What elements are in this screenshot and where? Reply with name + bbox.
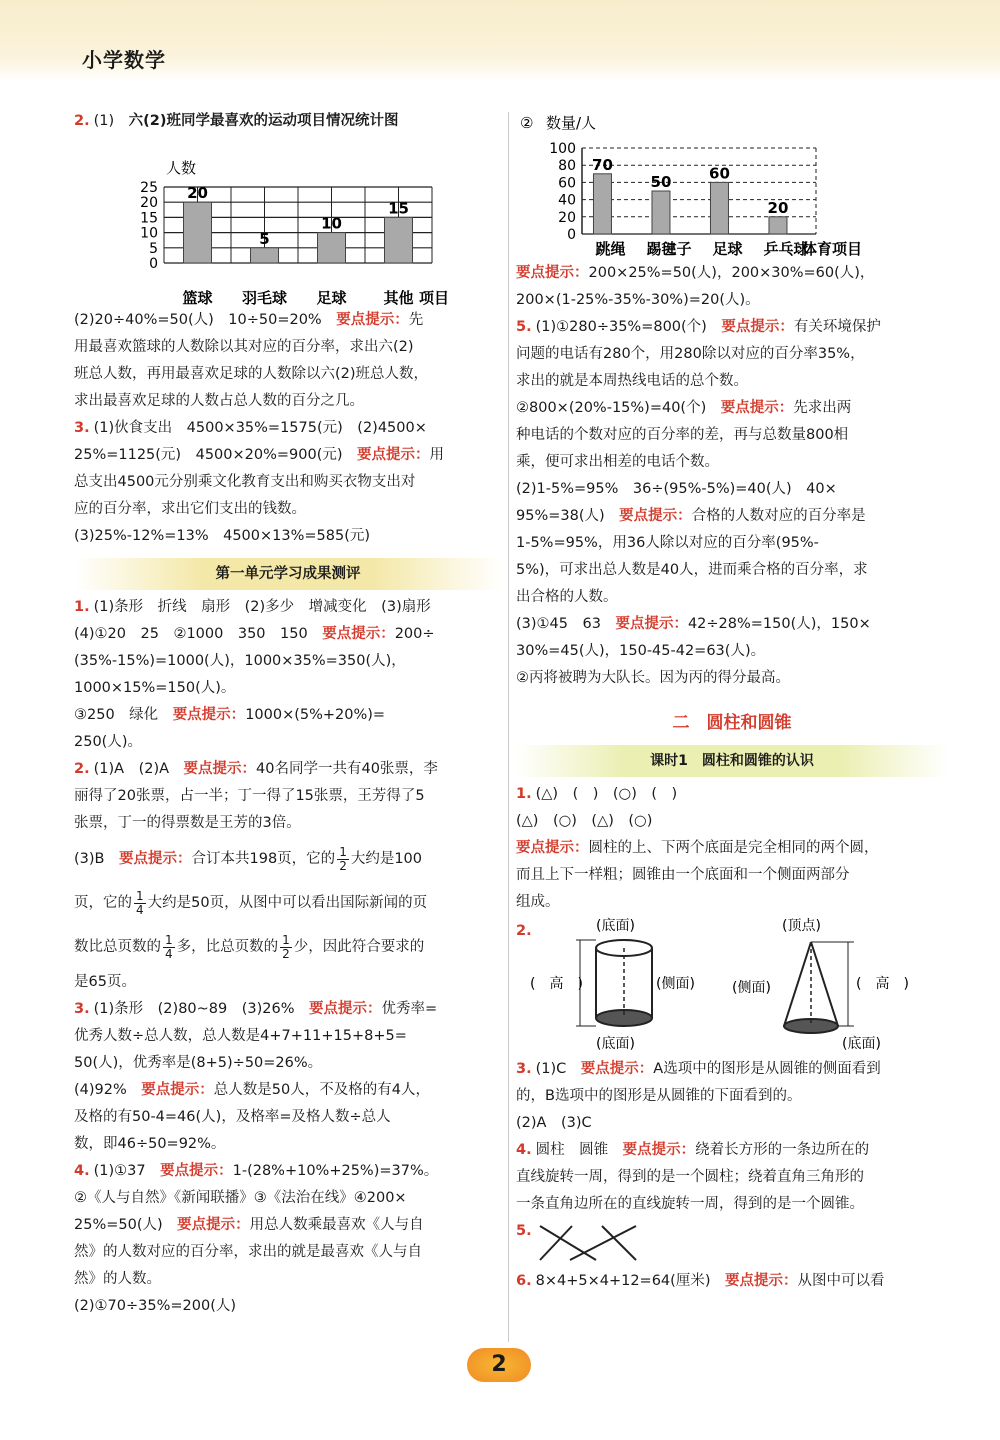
t4-line: (2)①70÷35%=200(人): [74, 1298, 237, 1314]
q5-line: 问题的电话有280个，用280除以对应的百分率35%，: [516, 346, 865, 362]
column-divider: [508, 112, 509, 1342]
t4-line: 然》的人数对应的百分率，求出的就是最喜欢《人与自: [74, 1244, 422, 1260]
left-column: [74, 108, 502, 1320]
fraction-quarter: $\frac{1}{4}$: [136, 888, 144, 917]
cone-figure: [784, 942, 854, 1033]
t4-line: 25%=50(人) 要点提示：用总人数乘最喜欢《人与自: [74, 1217, 424, 1233]
cyl-height-label: ( 高 ): [530, 976, 583, 992]
c3-line: 3. (1)C 要点提示：A选项中的图形是从圆锥的侧面看到: [516, 1061, 881, 1077]
t4-line: 然》的人数。: [74, 1271, 161, 1287]
q2-line: 求出最喜欢足球的人数占总人数的百分之几。: [74, 393, 364, 409]
cyl-bottom-label: (底面): [596, 1036, 635, 1052]
c1-line: (△) (○) (△) (○): [516, 813, 653, 829]
t1-line: 250(人)。: [74, 734, 142, 750]
lesson-title: 课时1 圆柱和圆锥的认识: [516, 745, 948, 777]
t2-line: 数比总页数的 $\frac{1}{4}$ 多，比总页数的 $\frac{1}{2}$ 少，因此符合要求的: [74, 932, 425, 961]
t1-line: 1. (1)条形 折线 扇形 (2)多少 增减变化 (3)扇形: [74, 599, 431, 615]
t2-line: (3)B 要点提示：合订本共198页，它的 $\frac{1}{2}$ 大约是100: [74, 844, 423, 873]
q5-line: ②丙将被聘为大队长。因为丙的得分最高。: [516, 670, 790, 686]
t2-line: 是65页。: [74, 974, 136, 990]
c4-line: 4. 圆柱 圆锥 要点提示：绕着长方形的一条边所在的: [516, 1142, 870, 1158]
undefined-ytick: 80: [558, 158, 576, 175]
undefined-xlabel: 项目: [419, 289, 450, 307]
undefined-bar: [318, 233, 346, 263]
right-column: [516, 108, 948, 1295]
undefined-ytick: 0: [149, 256, 158, 272]
c1-line: 组成。: [516, 894, 560, 910]
q2-heading: 2. (1) 六(2)班同学最喜欢的运动项目情况统计图: [74, 113, 399, 129]
page-header: [0, 0, 1000, 82]
undefined-ytick: 0: [567, 227, 576, 243]
undefined-ytick: 20: [140, 195, 158, 212]
undefined-data-label: 5: [259, 229, 270, 248]
c5-matching: 5.: [516, 1218, 948, 1268]
t4-line: 4. (1)①37 要点提示：1-(28%+10%+25%)=37%。: [74, 1163, 439, 1179]
c3-line: (2)A (3)C: [516, 1115, 592, 1131]
t3-line: 3. (1)条形 (2)80~89 (3)26% 要点提示：优秀率=: [74, 1001, 438, 1017]
q5-line: 30%=45(人)，150-45-42=63(人)。: [516, 643, 766, 659]
t3-line: 优秀人数÷总人数，总人数是4+7+11+15+8+5=: [74, 1028, 407, 1044]
undefined-data-label: 50: [650, 173, 672, 191]
undefined-data-label: 15: [388, 199, 409, 218]
chart2: [516, 108, 896, 260]
cylinder-figure: [576, 940, 652, 1026]
undefined-data-label: 60: [709, 164, 730, 183]
t1-line: (35%-15%)=1000(人)，1000×35%=350(人)，: [74, 653, 406, 669]
undefined-ytick: 100: [549, 141, 576, 157]
cone-height-label: ( 高 ): [856, 976, 909, 992]
q5-line: 5. (1)①280÷35%=800(个) 要点提示：有关环境保护: [516, 319, 881, 335]
q3-line: 应的百分率，求出它们支出的钱数。: [74, 501, 306, 517]
undefined-bar: [251, 248, 279, 263]
t2-line: 丽得了20张票，占一半；丁一得了15张票，王芳得了5: [74, 788, 425, 804]
cone-bottom-label: (底面): [842, 1036, 881, 1052]
c2-shapes: 2. (底面) ( 高 ) (侧面) (底面) (顶点) (侧面) ( 高 ) (底面): [516, 916, 948, 1056]
t3-line: 50(人)，优秀率是(8+5)÷50=26%。: [74, 1055, 323, 1071]
q2-line: 用最喜欢篮球的人数除以其对应的百分率，求出六(2): [74, 339, 414, 355]
q2-line: 班总人数，再用最喜欢足球的人数除以六(2)班总人数，: [74, 366, 429, 382]
q5-line: 5%)，可求出总人数是40人，进而乘合格的百分率，求: [516, 562, 868, 578]
undefined-ytick: 10: [140, 225, 158, 242]
undefined-data-label: 20: [187, 184, 208, 203]
matching-lines: [536, 1220, 656, 1266]
fraction-half: $\frac{1}{2}$: [282, 932, 290, 961]
cyl-side-label: (侧面): [656, 976, 695, 992]
undefined-bar: [710, 182, 728, 234]
unit-title: 二 圆柱和圆锥: [672, 713, 792, 733]
cone-side-label: (侧面): [732, 980, 771, 996]
undefined-bar: [769, 217, 787, 234]
q2b-line: 200×(1-25%-35%-30%)=20(人)。: [516, 292, 760, 308]
fraction-quarter: $\frac{1}{4}$: [165, 932, 173, 961]
undefined-bar: [593, 174, 611, 234]
q5-line: 出合格的人数。: [516, 589, 618, 605]
undefined-ylabel: 数量/人: [546, 114, 597, 132]
q3-line: 25%=1125(元) 4500×20%=900(元) 要点提示：用: [74, 447, 445, 463]
q5-line: 种电话的个数对应的百分率的差，再与总数量800相: [516, 427, 849, 443]
undefined-category-label: 篮球: [182, 289, 213, 307]
t3-line: 及格的有50-4=46(人)，及格率=及格人数÷总人: [74, 1109, 391, 1125]
q5-line: 1-5%=95%，用36人除以对应的百分率(95%-: [516, 535, 819, 551]
undefined-data-label: 20: [767, 198, 789, 217]
q3-line: 总支出4500元分别乘文化教育支出和购买衣物支出对: [74, 474, 416, 490]
undefined-bar: [385, 217, 413, 263]
undefined-ytick: 60: [558, 175, 576, 192]
undefined-ytick: 20: [558, 209, 576, 226]
undefined-category-label: 跳绳: [595, 240, 626, 258]
cyl-top-label: (底面): [596, 918, 635, 934]
undefined-bar: [184, 202, 212, 263]
q3-line: (3)25%-12%=13% 4500×13%=585(元): [74, 528, 371, 544]
t2-line: 张票，丁一的得票数是王芳的3倍。: [74, 815, 301, 831]
undefined-ytick: 15: [140, 210, 158, 227]
q3-line: 3. (1)伙食支出 4500×35%=1575(元) (2)4500×: [74, 420, 427, 436]
chart2-number: ②: [520, 114, 534, 132]
c3-line: 的，B选项中的图形是从圆锥的下面看到的。: [516, 1088, 802, 1104]
q2b-line: 要点提示：200×25%=50(人)，200×30%=60(人)，: [516, 265, 875, 281]
q5-line: (2)1-5%=95% 36÷(95%-5%)=40(人) 40×: [516, 481, 837, 497]
c4-line: 一条直角边所在的直线旋转一周，得到的是一个圆锥。: [516, 1196, 864, 1212]
q5-line: 乘，便可求出相差的电话个数。: [516, 454, 719, 470]
cylinder-cone-diagram: [516, 916, 948, 1056]
q5-line: (3)①45 63 要点提示：42÷28%=150(人)，150×: [516, 616, 871, 632]
undefined-data-label: 10: [321, 214, 342, 233]
section-title: 第一单元学习成果测评: [74, 558, 502, 590]
c1-line: 1. (△) ( ) (○) ( ): [516, 786, 678, 802]
page-number: 2: [467, 1348, 531, 1382]
undefined-category-label: 羽毛球: [241, 289, 288, 307]
cone-top-label: (顶点): [782, 918, 821, 934]
q2-line: (2)20÷40%=50(人) 10÷50=20% 要点提示：先: [74, 312, 424, 328]
undefined-xlabel: 体育项目: [802, 240, 863, 258]
q5-line: 95%=38(人) 要点提示：合格的人数对应的百分率是: [516, 508, 866, 524]
undefined-category-label: 足球: [316, 289, 347, 307]
undefined-category-label: 踢毽子: [646, 240, 692, 258]
undefined-data-label: 70: [592, 155, 613, 174]
chart1-title: 六(2)班同学最喜欢的运动项目情况统计图: [128, 113, 399, 129]
t1-line: 1000×15%=150(人)。: [74, 680, 236, 696]
q5-line: ②800×(20%-15%)=40(个) 要点提示：先求出两: [516, 400, 852, 416]
undefined-ytick: 5: [149, 240, 158, 257]
t1-line: (4)①20 25 ②1000 350 150 要点提示：200÷: [74, 626, 435, 642]
book-title: 小学数学: [82, 48, 166, 72]
undefined-category-label: 足球: [712, 240, 743, 258]
undefined-category-label: 其他: [383, 289, 414, 307]
q5-line: 求出的就是本周热线电话的总个数。: [516, 373, 748, 389]
chart1: [74, 135, 474, 307]
undefined-ytick: 25: [140, 180, 158, 196]
t4-line: ②《人与自然》《新闻联播》③《法治在线》④200×: [74, 1190, 407, 1206]
undefined-category-label: 乒乓球: [763, 240, 809, 258]
undefined-ylabel: 人数: [166, 159, 197, 177]
undefined-bar: [652, 191, 670, 234]
c1-line: 而且上下一样粗；圆锥由一个底面和一个侧面两部分: [516, 867, 850, 883]
t3-line: (4)92% 要点提示：总人数是50人，不及格的有4人，: [74, 1082, 430, 1098]
t2-line: 页，它的 $\frac{1}{4}$ 大约是50页，从图中可以看出国际新闻的页: [74, 888, 428, 917]
c1-line: 要点提示：圆柱的上、下两个底面是完全相同的两个圆，: [516, 840, 879, 856]
t2-line: 2. (1)A (2)A 要点提示：40名同学一共有40张票，李: [74, 761, 438, 777]
c6-line: 6. 8×4+5×4+12=64(厘米) 要点提示：从图中可以看: [516, 1273, 885, 1289]
t3-line: 数，即46÷50=92%。: [74, 1136, 226, 1152]
t1-line: ③250 绿化 要点提示：1000×(5%+20%)=: [74, 707, 386, 723]
c4-line: 直线旋转一周，得到的是一个圆柱；绕着直角三角形的: [516, 1169, 864, 1185]
fraction-half: $\frac{1}{2}$: [339, 844, 347, 873]
undefined-ytick: 40: [558, 192, 576, 209]
